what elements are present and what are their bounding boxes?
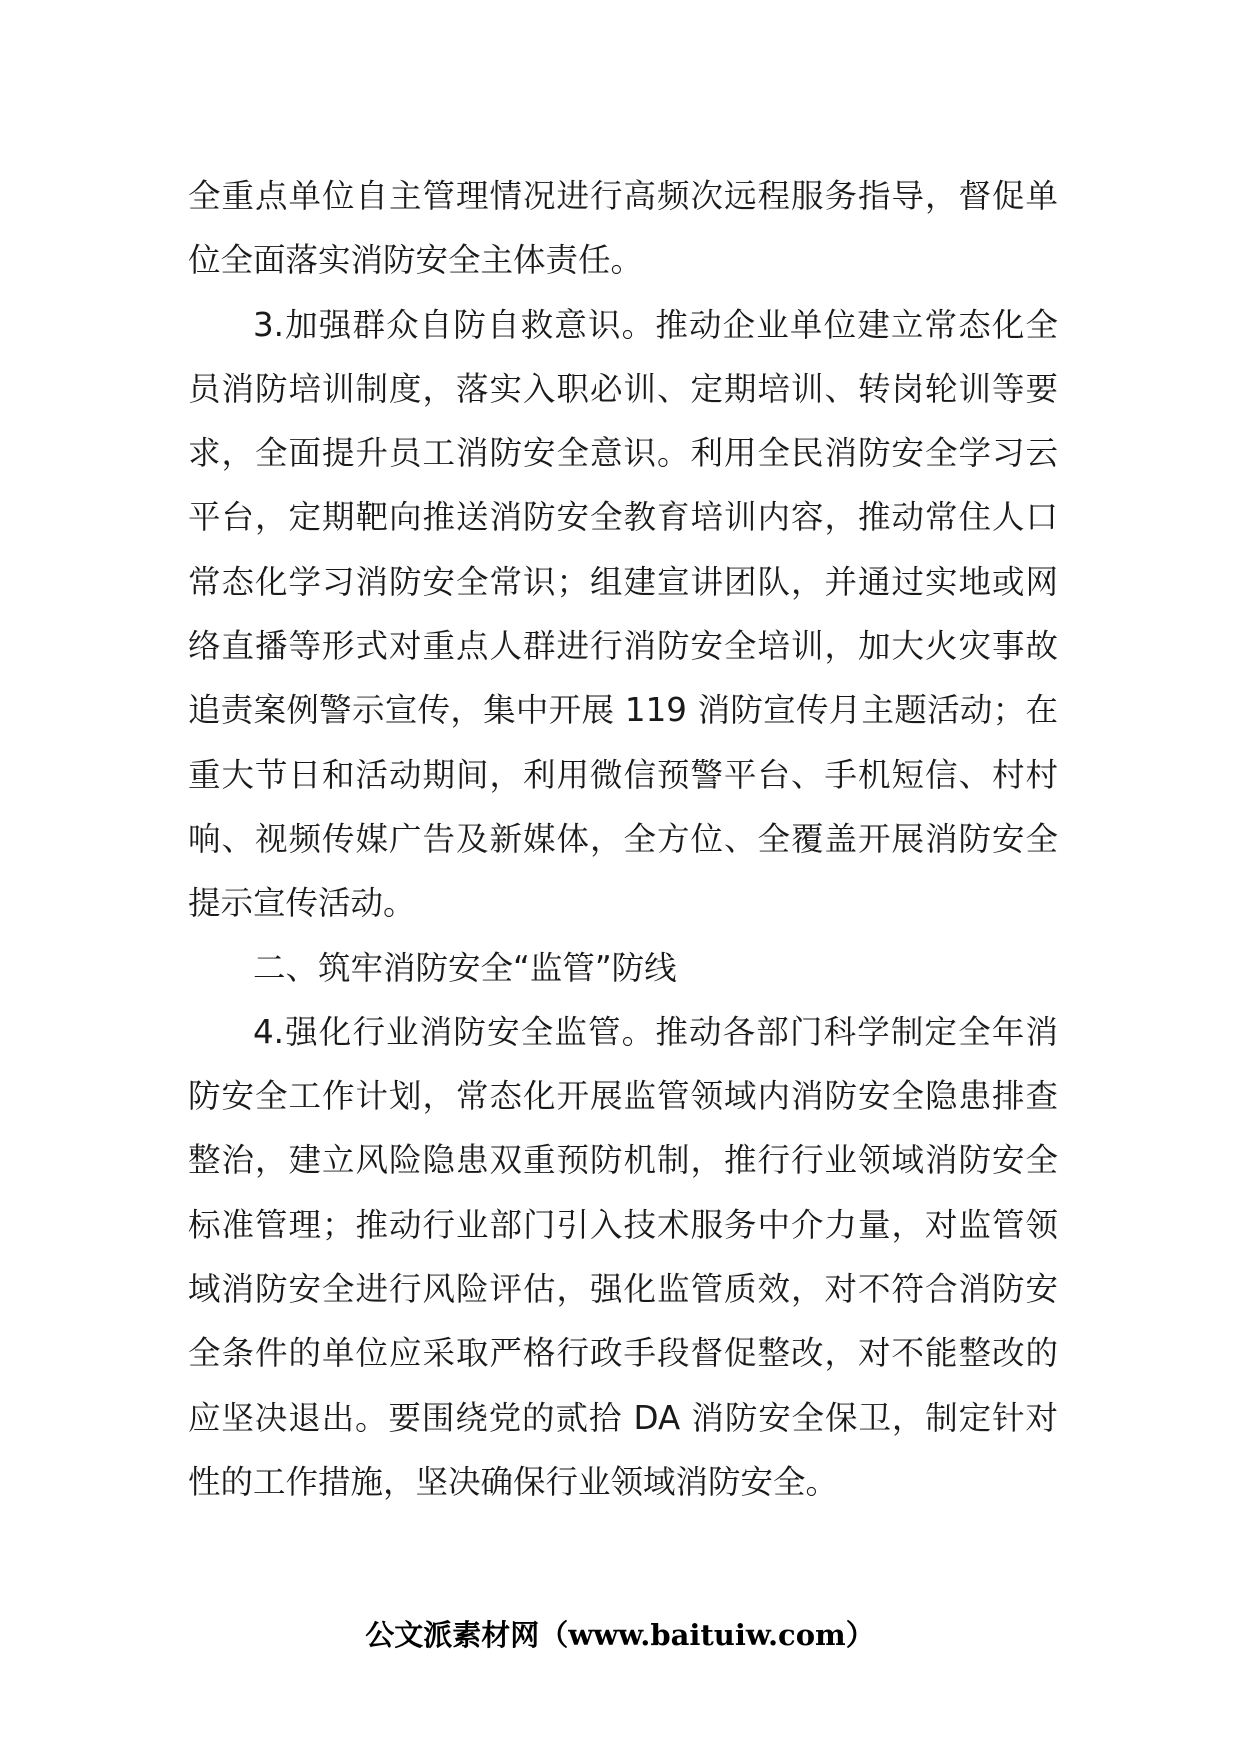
section-heading-2: 二、筑牢消防安全“监管”防线 bbox=[253, 948, 677, 987]
paragraph-item-4: 4.强化行业消防安全监管。推动各部门科学制定全年消防安全工作计划，常态化开展监管领域内消防安全隐患排查整治，建立风险隐患双重预防机制，推行行业领域消防安全标准管理；推动行业部门引入技术服务中介力量，对监管领域消防安全进行风险评估，强化监管质效，对不符合消防安全条件的单位应采取严格行政手段督促整改，对不能整改的应坚决退出。要围绕党的贰拾 DA 消防安全保卫，制定针对性的工作措施，坚决确保行业领域消防安全。 bbox=[188, 1012, 1058, 1501]
document-body bbox=[188, 164, 1058, 1514]
footer-watermark-text: 公文派素材网（www.baituiw.com） bbox=[365, 1618, 875, 1652]
paragraph-continuation: 全重点单位自主管理情况进行高频次远程服务指导，督促单位全面落实消防安全主体责任。 bbox=[188, 177, 1058, 280]
paragraph-item-3: 3.加强群众自防自救意识。推动企业单位建立常态化全员消防培训制度，落实入职必训、定期培训、转岗轮训等要求，全面提升员工消防安全意识。利用全民消防安全学习云平台，定期靶向推送消防安全教育培训内容，推动常住人口常态化学习消防安全常识；组建宣讲团队，并通过实地或网络直播等形式对重点人群进行消防安全培训，加大火灾事故追责案例警示宣传，集中开展 119 消防宣传月主题活动；在重大节日和活动期间，利用微信预警平台、手机短信、村村响、视频传媒广告及新媒体，全方位、全覆盖开展消防安全提示宣传活动。 bbox=[188, 305, 1058, 923]
